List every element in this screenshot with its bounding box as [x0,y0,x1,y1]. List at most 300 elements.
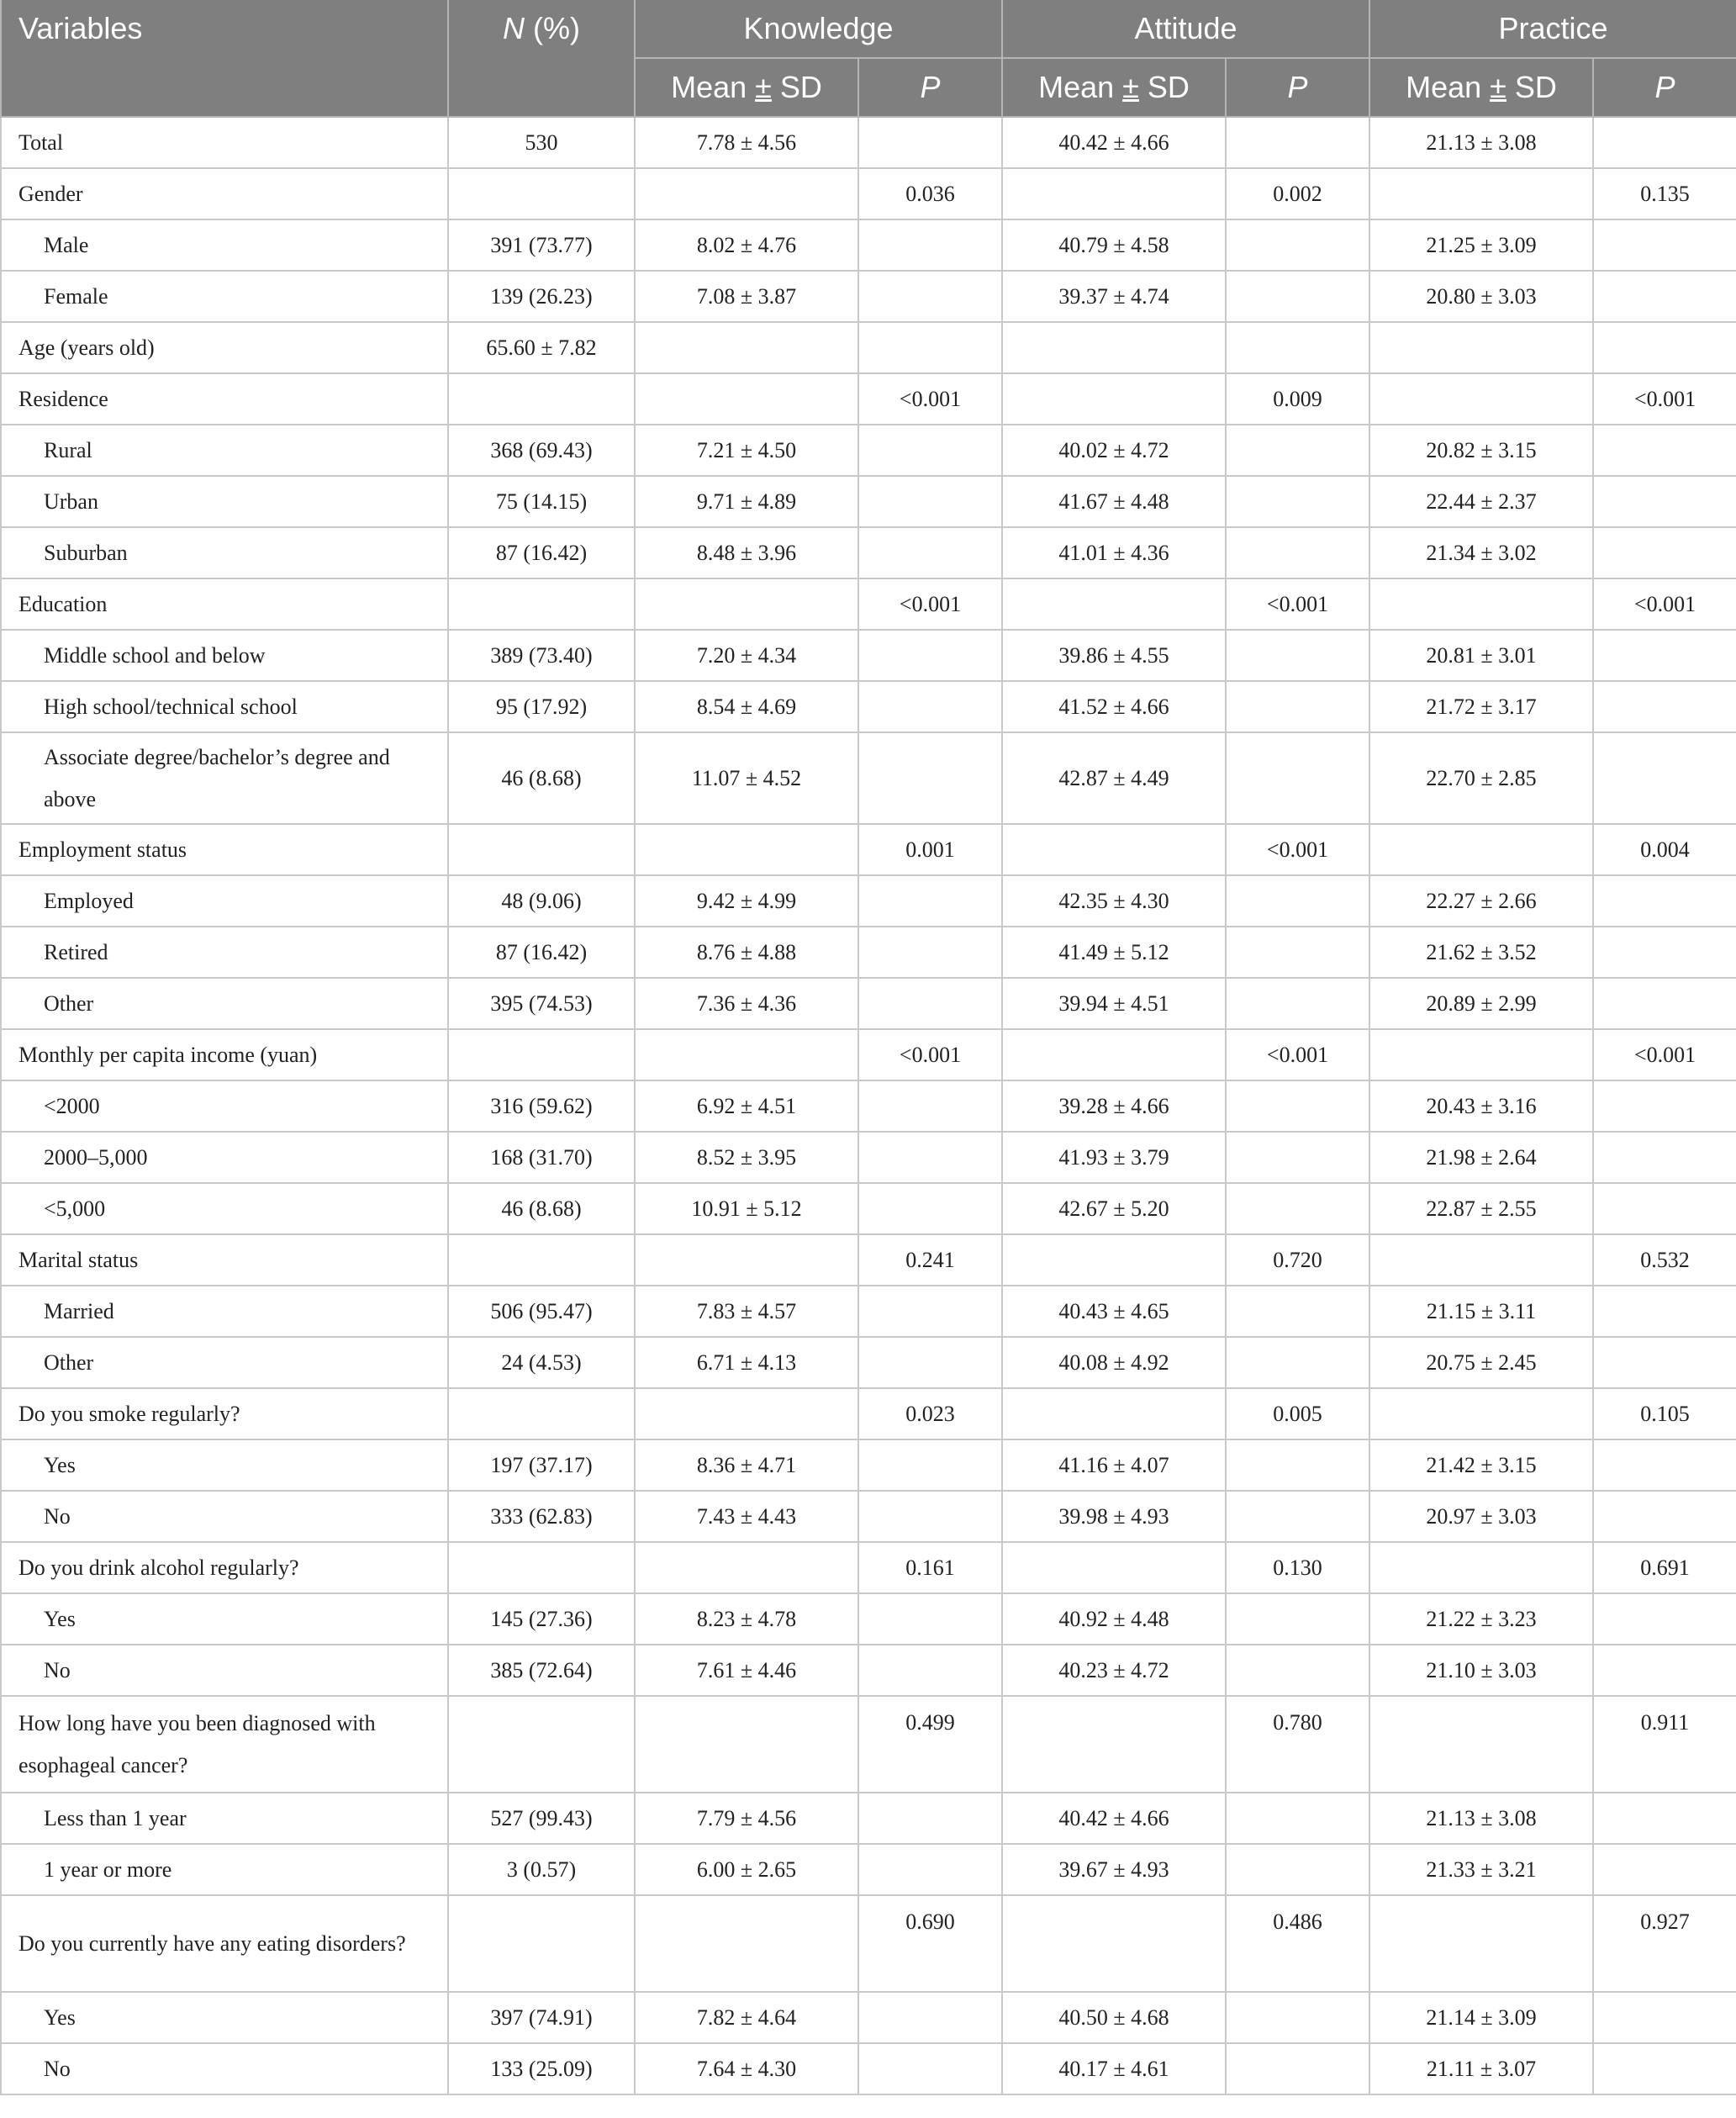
cell-knowledge-p [858,476,1002,527]
cell-knowledge-p [858,527,1002,578]
cell-n-percent [448,1542,635,1593]
cell-knowledge-p: <0.001 [858,373,1002,425]
cell-attitude-p [1226,1337,1369,1388]
header-practice-mean: Mean ± SD [1369,58,1593,117]
cell-practice-p [1593,1844,1736,1895]
cell-attitude-p [1226,1080,1369,1132]
cell-variable: Married [1,1286,448,1337]
cell-variable: Education [1,578,448,630]
cell-practice-mean: 20.81 ± 3.01 [1369,630,1593,681]
cell-attitude-mean: 41.52 ± 4.66 [1002,681,1226,732]
cell-n-percent: 87 (16.42) [448,527,635,578]
cell-variable: Employed [1,875,448,927]
cell-knowledge-p [858,1793,1002,1844]
cell-knowledge-mean: 7.79 ± 4.56 [635,1793,858,1844]
cell-practice-mean [1369,1388,1593,1439]
cell-n-percent: 530 [448,117,635,168]
table-row [1,1992,1736,2043]
cell-knowledge-p: <0.001 [858,1029,1002,1080]
cell-knowledge-mean: 7.20 ± 4.34 [635,630,858,681]
table-row [1,1542,1736,1593]
cell-knowledge-p: 0.161 [858,1542,1002,1593]
header-attitude-p: P [1226,58,1369,117]
cell-attitude-p: 0.002 [1226,168,1369,219]
cell-knowledge-p [858,1132,1002,1183]
cell-n-percent: 24 (4.53) [448,1337,635,1388]
cell-knowledge-mean: 11.07 ± 4.52 [635,732,858,824]
cell-practice-p [1593,1286,1736,1337]
cell-attitude-p [1226,1593,1369,1645]
cell-attitude-mean: 40.50 ± 4.68 [1002,1992,1226,2043]
cell-knowledge-p [858,630,1002,681]
cell-attitude-mean [1002,824,1226,875]
header-variables: Variables [1,0,448,117]
cell-n-percent [448,1234,635,1286]
cell-knowledge-mean: 7.78 ± 4.56 [635,117,858,168]
cell-knowledge-mean: 7.36 ± 4.36 [635,978,858,1029]
cell-knowledge-p [858,1183,1002,1234]
cell-variable: Residence [1,373,448,425]
cell-practice-mean [1369,1542,1593,1593]
cell-practice-mean: 20.75 ± 2.45 [1369,1337,1593,1388]
table-row [1,578,1736,630]
cell-knowledge-mean: 6.92 ± 4.51 [635,1080,858,1132]
cell-knowledge-mean: 6.00 ± 2.65 [635,1844,858,1895]
table-row [1,322,1736,373]
cell-practice-p [1593,322,1736,373]
cell-knowledge-p: 0.241 [858,1234,1002,1286]
cell-practice-mean [1369,1029,1593,1080]
cell-knowledge-p: <0.001 [858,578,1002,630]
cell-n-percent [448,373,635,425]
cell-variable: <5,000 [1,1183,448,1234]
cell-attitude-p: 0.720 [1226,1234,1369,1286]
cell-variable: Rural [1,425,448,476]
cell-practice-mean: 21.15 ± 3.11 [1369,1286,1593,1337]
table-row [1,1793,1736,1844]
table-row [1,1286,1736,1337]
cell-n-percent: 389 (73.40) [448,630,635,681]
table-row [1,1844,1736,1895]
cell-attitude-mean: 41.67 ± 4.48 [1002,476,1226,527]
cell-practice-mean: 22.87 ± 2.55 [1369,1183,1593,1234]
cell-knowledge-p [858,219,1002,271]
cell-variable: Yes [1,1439,448,1491]
cell-knowledge-mean [635,1895,858,1992]
cell-n-percent: 87 (16.42) [448,927,635,978]
cell-attitude-p [1226,875,1369,927]
cell-variable: Monthly per capita income (yuan) [1,1029,448,1080]
cell-attitude-mean: 39.98 ± 4.93 [1002,1491,1226,1542]
cell-practice-mean: 22.27 ± 2.66 [1369,875,1593,927]
cell-attitude-mean [1002,373,1226,425]
cell-n-percent: 391 (73.77) [448,219,635,271]
cell-n-percent: 65.60 ± 7.82 [448,322,635,373]
table-row [1,732,1736,824]
cell-practice-p: 0.911 [1593,1696,1736,1793]
cell-knowledge-mean [635,578,858,630]
cell-knowledge-mean: 8.23 ± 4.78 [635,1593,858,1645]
cell-knowledge-p [858,1286,1002,1337]
cell-attitude-mean [1002,578,1226,630]
cell-practice-p [1593,2043,1736,2094]
header-n-suffix: (%) [525,11,580,45]
cell-n-percent: 368 (69.43) [448,425,635,476]
cell-attitude-p: 0.780 [1226,1696,1369,1793]
table-row [1,527,1736,578]
cell-attitude-p [1226,1645,1369,1696]
cell-attitude-p [1226,1439,1369,1491]
cell-practice-p [1593,1491,1736,1542]
cell-knowledge-p [858,1337,1002,1388]
cell-knowledge-p: 0.690 [858,1895,1002,1992]
cell-knowledge-mean: 7.43 ± 4.43 [635,1491,858,1542]
cell-attitude-mean: 41.16 ± 4.07 [1002,1439,1226,1491]
cell-n-percent: 3 (0.57) [448,1844,635,1895]
cell-practice-mean [1369,578,1593,630]
cell-knowledge-p [858,681,1002,732]
cell-practice-mean: 21.33 ± 3.21 [1369,1844,1593,1895]
cell-attitude-mean: 39.37 ± 4.74 [1002,271,1226,322]
cell-knowledge-mean [635,168,858,219]
table-row [1,927,1736,978]
cell-n-percent: 333 (62.83) [448,1491,635,1542]
header-knowledge-p: P [858,58,1002,117]
cell-practice-p [1593,1992,1736,2043]
cell-practice-mean [1369,1696,1593,1793]
cell-practice-mean: 21.10 ± 3.03 [1369,1645,1593,1696]
cell-knowledge-p [858,117,1002,168]
cell-practice-mean: 21.25 ± 3.09 [1369,219,1593,271]
table-row [1,271,1736,322]
header-knowledge: Knowledge [635,0,1002,58]
cell-knowledge-mean: 9.42 ± 4.99 [635,875,858,927]
cell-practice-mean: 20.89 ± 2.99 [1369,978,1593,1029]
cell-practice-p [1593,527,1736,578]
cell-knowledge-p [858,1439,1002,1491]
cell-practice-p [1593,927,1736,978]
cell-practice-mean: 21.13 ± 3.08 [1369,1793,1593,1844]
cell-attitude-p [1226,425,1369,476]
cell-practice-p: <0.001 [1593,578,1736,630]
cell-attitude-mean: 40.43 ± 4.65 [1002,1286,1226,1337]
cell-knowledge-mean: 8.52 ± 3.95 [635,1132,858,1183]
cell-n-percent: 48 (9.06) [448,875,635,927]
cell-knowledge-mean [635,1234,858,1286]
cell-knowledge-mean [635,824,858,875]
cell-practice-p [1593,1183,1736,1234]
cell-attitude-mean: 40.42 ± 4.66 [1002,117,1226,168]
cell-attitude-mean: 41.49 ± 5.12 [1002,927,1226,978]
cell-practice-mean [1369,322,1593,373]
cell-practice-mean: 21.98 ± 2.64 [1369,1132,1593,1183]
cell-practice-p [1593,271,1736,322]
cell-knowledge-p [858,732,1002,824]
cell-knowledge-p [858,875,1002,927]
table-row [1,373,1736,425]
cell-attitude-p [1226,1286,1369,1337]
cell-attitude-mean [1002,1234,1226,1286]
cell-knowledge-mean: 6.71 ± 4.13 [635,1337,858,1388]
cell-practice-p [1593,1337,1736,1388]
cell-practice-mean: 21.72 ± 3.17 [1369,681,1593,732]
cell-variable: High school/technical school [1,681,448,732]
cell-variable: Less than 1 year [1,1793,448,1844]
cell-n-percent [448,1696,635,1793]
cell-variable: Urban [1,476,448,527]
cell-variable: 2000–5,000 [1,1132,448,1183]
cell-practice-mean: 21.42 ± 3.15 [1369,1439,1593,1491]
cell-knowledge-p: 0.499 [858,1696,1002,1793]
cell-practice-p [1593,732,1736,824]
cell-n-percent: 397 (74.91) [448,1992,635,2043]
cell-n-percent [448,824,635,875]
cell-variable: Yes [1,1992,448,2043]
cell-practice-p: 0.105 [1593,1388,1736,1439]
cell-variable: Marital status [1,1234,448,1286]
cell-variable: Other [1,978,448,1029]
header-knowledge-mean: Mean ± SD [635,58,858,117]
cell-knowledge-mean [635,322,858,373]
cell-variable: <2000 [1,1080,448,1132]
header-attitude-mean: Mean ± SD [1002,58,1226,117]
table-row [1,1439,1736,1491]
cell-knowledge-mean: 10.91 ± 5.12 [635,1183,858,1234]
cell-knowledge-mean [635,1696,858,1793]
table-row [1,978,1736,1029]
cell-variable: Female [1,271,448,322]
cell-practice-mean [1369,1895,1593,1992]
cell-knowledge-mean: 8.36 ± 4.71 [635,1439,858,1491]
cell-n-percent: 46 (8.68) [448,1183,635,1234]
cell-attitude-mean: 40.42 ± 4.66 [1002,1793,1226,1844]
cell-n-percent [448,1388,635,1439]
header-practice: Practice [1369,0,1736,58]
cell-practice-mean [1369,824,1593,875]
cell-variable: No [1,2043,448,2094]
cell-practice-p [1593,476,1736,527]
cell-knowledge-mean: 8.54 ± 4.69 [635,681,858,732]
cell-knowledge-mean [635,1029,858,1080]
cell-attitude-mean: 40.08 ± 4.92 [1002,1337,1226,1388]
cell-knowledge-p [858,271,1002,322]
cell-attitude-mean: 42.35 ± 4.30 [1002,875,1226,927]
table-row [1,1080,1736,1132]
cell-knowledge-mean [635,373,858,425]
cell-attitude-p [1226,1992,1369,2043]
cell-knowledge-p [858,425,1002,476]
cell-attitude-p [1226,2043,1369,2094]
table-row [1,117,1736,168]
cell-n-percent: 145 (27.36) [448,1593,635,1645]
cell-practice-mean: 20.97 ± 3.03 [1369,1491,1593,1542]
cell-knowledge-mean: 7.21 ± 4.50 [635,425,858,476]
cell-practice-p [1593,978,1736,1029]
cell-practice-mean: 21.13 ± 3.08 [1369,117,1593,168]
cell-attitude-p: <0.001 [1226,578,1369,630]
table-row [1,168,1736,219]
cell-attitude-mean [1002,1696,1226,1793]
cell-knowledge-mean: 7.08 ± 3.87 [635,271,858,322]
cell-attitude-mean [1002,1542,1226,1593]
cell-attitude-p [1226,117,1369,168]
cell-practice-mean: 21.34 ± 3.02 [1369,527,1593,578]
cell-practice-mean [1369,1234,1593,1286]
cell-variable: No [1,1645,448,1696]
cell-attitude-p: <0.001 [1226,1029,1369,1080]
cell-practice-p [1593,1793,1736,1844]
cell-practice-mean: 22.70 ± 2.85 [1369,732,1593,824]
table-row [1,1234,1736,1286]
table-row [1,1132,1736,1183]
cell-variable: Other [1,1337,448,1388]
cell-practice-mean [1369,373,1593,425]
cell-practice-p: 0.135 [1593,168,1736,219]
table-row [1,1593,1736,1645]
cell-n-percent [448,1895,635,1992]
cell-attitude-p [1226,927,1369,978]
header-n-letter: N [503,11,525,45]
table-row [1,824,1736,875]
cell-knowledge-p [858,322,1002,373]
cell-variable: Age (years old) [1,322,448,373]
cell-knowledge-p: 0.001 [858,824,1002,875]
cell-attitude-p [1226,732,1369,824]
cell-n-percent [448,578,635,630]
cell-practice-mean: 22.44 ± 2.37 [1369,476,1593,527]
table-row [1,1491,1736,1542]
cell-n-percent: 385 (72.64) [448,1645,635,1696]
cell-variable: Do you smoke regularly? [1,1388,448,1439]
cell-n-percent: 139 (26.23) [448,271,635,322]
cell-attitude-p [1226,219,1369,271]
cell-attitude-p [1226,681,1369,732]
cell-attitude-p [1226,1844,1369,1895]
cell-attitude-p: 0.130 [1226,1542,1369,1593]
cell-knowledge-mean: 7.61 ± 4.46 [635,1645,858,1696]
table-row [1,425,1736,476]
cell-variable: Middle school and below [1,630,448,681]
cell-practice-mean: 21.22 ± 3.23 [1369,1593,1593,1645]
cell-attitude-p: 0.005 [1226,1388,1369,1439]
cell-attitude-p [1226,1183,1369,1234]
cell-attitude-mean: 40.23 ± 4.72 [1002,1645,1226,1696]
table-row [1,1029,1736,1080]
cell-knowledge-p [858,1491,1002,1542]
table-row [1,1696,1736,1793]
cell-practice-p: 0.532 [1593,1234,1736,1286]
cell-knowledge-p [858,1992,1002,2043]
cell-attitude-mean: 42.87 ± 4.49 [1002,732,1226,824]
cell-practice-p [1593,1132,1736,1183]
cell-attitude-mean: 39.28 ± 4.66 [1002,1080,1226,1132]
cell-attitude-mean: 39.86 ± 4.55 [1002,630,1226,681]
cell-knowledge-mean: 8.48 ± 3.96 [635,527,858,578]
cell-attitude-p [1226,476,1369,527]
cell-attitude-p: <0.001 [1226,824,1369,875]
cell-knowledge-p [858,1080,1002,1132]
table-row [1,681,1736,732]
cell-knowledge-p [858,1645,1002,1696]
cell-attitude-mean: 40.79 ± 4.58 [1002,219,1226,271]
cell-practice-p [1593,875,1736,927]
cell-n-percent: 133 (25.09) [448,2043,635,2094]
cell-variable: No [1,1491,448,1542]
table-row [1,875,1736,927]
cell-variable: 1 year or more [1,1844,448,1895]
cell-practice-p [1593,117,1736,168]
cell-attitude-mean: 39.94 ± 4.51 [1002,978,1226,1029]
cell-knowledge-p: 0.023 [858,1388,1002,1439]
cell-practice-p [1593,219,1736,271]
cell-variable: Employment status [1,824,448,875]
cell-attitude-mean: 40.92 ± 4.48 [1002,1593,1226,1645]
cell-practice-p [1593,630,1736,681]
cell-knowledge-mean: 7.64 ± 4.30 [635,2043,858,2094]
cell-n-percent: 95 (17.92) [448,681,635,732]
table-header [1,0,1736,117]
cell-variable: Yes [1,1593,448,1645]
cell-attitude-mean [1002,1388,1226,1439]
cell-attitude-mean: 40.17 ± 4.61 [1002,2043,1226,2094]
cell-variable: Do you currently have any eating disorders? [1,1895,448,1992]
cell-practice-mean: 21.62 ± 3.52 [1369,927,1593,978]
cell-practice-p [1593,1080,1736,1132]
cell-knowledge-p [858,2043,1002,2094]
cell-attitude-p [1226,1793,1369,1844]
cell-knowledge-mean: 9.71 ± 4.89 [635,476,858,527]
table-body [1,117,1736,2094]
cell-variable: Retired [1,927,448,978]
cell-practice-p [1593,1439,1736,1491]
cell-attitude-p [1226,630,1369,681]
cell-knowledge-mean: 7.83 ± 4.57 [635,1286,858,1337]
cell-variable: Gender [1,168,448,219]
cell-knowledge-mean: 8.02 ± 4.76 [635,219,858,271]
header-attitude: Attitude [1002,0,1369,58]
cell-attitude-mean [1002,168,1226,219]
cell-knowledge-p [858,1844,1002,1895]
table-row [1,1388,1736,1439]
cell-practice-mean: 20.43 ± 3.16 [1369,1080,1593,1132]
cell-practice-p: <0.001 [1593,1029,1736,1080]
cell-practice-p: 0.004 [1593,824,1736,875]
table-row [1,476,1736,527]
cell-attitude-mean: 41.93 ± 3.79 [1002,1132,1226,1183]
cell-practice-mean: 20.80 ± 3.03 [1369,271,1593,322]
table-row [1,1895,1736,1992]
header-n-percent [448,0,635,117]
cell-attitude-mean: 39.67 ± 4.93 [1002,1844,1226,1895]
table-row [1,1183,1736,1234]
cell-knowledge-p: 0.036 [858,168,1002,219]
cell-variable: Total [1,117,448,168]
cell-n-percent: 168 (31.70) [448,1132,635,1183]
cell-variable: Male [1,219,448,271]
cell-practice-p [1593,681,1736,732]
cell-attitude-p: 0.486 [1226,1895,1369,1992]
cell-knowledge-mean: 7.82 ± 4.64 [635,1992,858,2043]
cell-knowledge-mean [635,1542,858,1593]
cell-attitude-p [1226,527,1369,578]
cell-knowledge-p [858,978,1002,1029]
cell-attitude-p [1226,1132,1369,1183]
cell-attitude-mean: 42.67 ± 5.20 [1002,1183,1226,1234]
table-row [1,1645,1736,1696]
cell-practice-p [1593,1645,1736,1696]
cell-n-percent: 316 (59.62) [448,1080,635,1132]
cell-attitude-p [1226,271,1369,322]
